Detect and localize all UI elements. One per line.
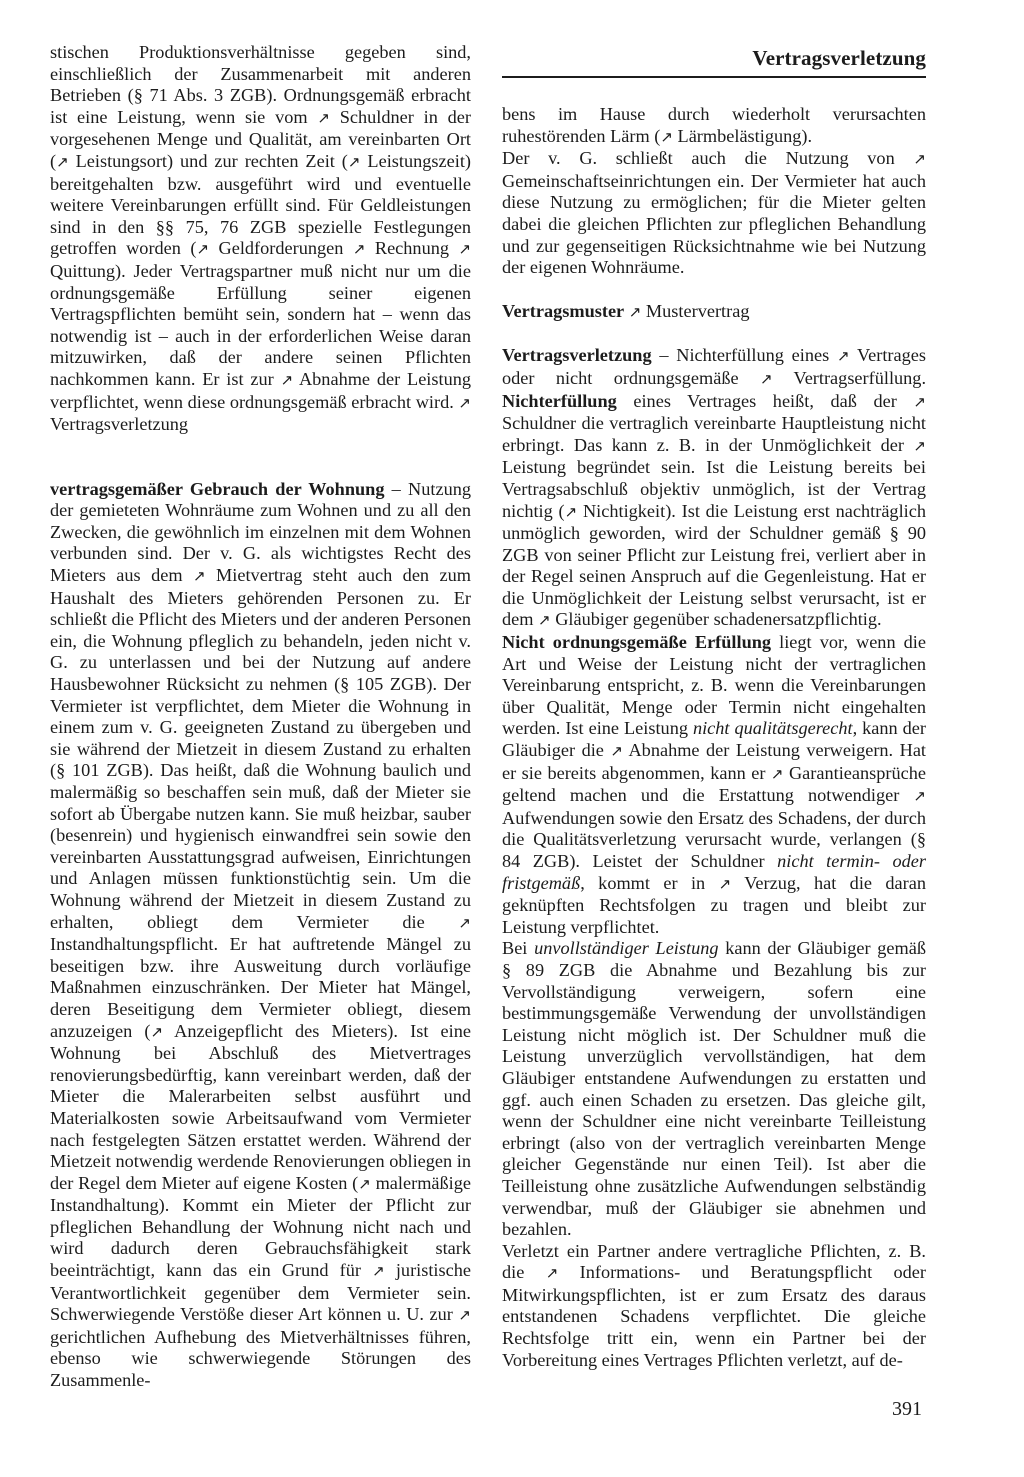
cross-reference-arrow-icon: ↗ [545, 1264, 559, 1283]
cross-reference-arrow-icon: ↗ [56, 152, 69, 171]
emphasis-text: unvollständiger Leistung [534, 938, 719, 959]
text-run: Mietvertrag steht auch den zum Haushalt des Mieters gehörenden Personen zu. Er schließt die Pflicht des Mieters und der anderen Personen ein, die Wohnung pfleglich zu behandeln, jeden nicht v. G. zu unterlassen und bei der Nutzung auf andere Hausbewohner Rücksicht zu nehmen (§ 105 ZGB). Der Vermieter ist verpflichtet, dem Mieter die Wohnung in einem zum v. G. geeigneten Zustand zu übergeben und sie während der Mietzeit in diesem Zustand zu erhalten (§ 101 ZGB). Das heißt, daß die Wohnung baulich und malermäßig so beschaffen sein muß, daß der Mieter sie sofort ab Übergabe nutzen kann. Sie muß heizbar, sauber (besenrein) und hygienisch einwandfrei sein sowie den vereinbarten Ausstattungsgrad aufweisen, Einrichtungen und Anlagen müssen funktionstüchtig sein. Um die Wohnung während der Mietzeit in diesem Zustand zu erhalten, obliegt dem Vermieter die [50, 565, 471, 932]
text-run: Vertragsverletzung [50, 414, 189, 435]
text-run: Verletzt ein Partner andere vertragliche Pflichten, z. B. die [502, 1240, 926, 1283]
text-run: Abnahme der Leistung verweigern. Hat er sie bereits abgenommen, kann er [502, 740, 927, 783]
entry-term: Nicht ordnungsgemäße Erfüllung [502, 632, 772, 653]
cross-reference-arrow-icon: ↗ [458, 240, 472, 259]
text-run: eines Vertrages heißt, daß der [616, 390, 914, 411]
text-run: gerichtlichen Aufhebung des Mietverhältnisses führen, ebenso wie schwerwiegende Störungen des Zusammenle- [50, 1326, 471, 1391]
text-run: Leistungsort) und zur rechten Zeit ( [68, 150, 348, 171]
cross-reference-arrow-icon: ↗ [347, 152, 361, 171]
header-rule [502, 76, 926, 78]
cross-reference-arrow-icon: ↗ [836, 347, 850, 366]
text-run: Rechnung [365, 238, 459, 259]
text-run: Vertrages oder nicht ordnungsgemäße [502, 345, 926, 388]
cross-reference-arrow-icon: ↗ [660, 127, 673, 146]
paragraph [502, 938, 926, 1240]
cross-reference-arrow-icon: ↗ [358, 1174, 371, 1193]
cross-reference-arrow-icon: ↗ [372, 1262, 385, 1281]
entry-vertragsverletzung [502, 345, 926, 632]
text-run: stischen Produktionsverhältnisse gegeben sind, einschließlich der Zusammenarbeit mit anderen Betrieben (§ 71 Abs. 3 ZGB). Ordnungsgemäß erbracht ist eine Leistung, wenn sie vom [50, 42, 471, 127]
emphasis-text: nicht qualitätsgerecht [692, 718, 853, 739]
text-run: malermäßige Instandhaltung). Kommt ein Mieter der Pflicht zur pfleglichen Behandlung der Wohnung nicht nach und wird dadurch deren Gebrauchsfähigkeit stark beeinträchtigt, kann das ein Grund für [50, 1172, 472, 1281]
cross-reference-arrow-icon: ↗ [628, 302, 642, 321]
text-run: Verzug, hat die daran geknüpften Rechtsfolgen zu tragen und bleibt zur Leistung verpflichtet. [502, 872, 926, 937]
cross-reference-arrow-icon: ↗ [317, 108, 330, 127]
cross-reference-arrow-icon: ↗ [759, 369, 773, 388]
paragraph [502, 148, 926, 279]
cross-reference-arrow-icon: ↗ [913, 150, 926, 169]
text-run: Lärmbelästigung). [672, 125, 813, 146]
text-run: Schuldner in der vorgesehenen Menge und Qualität, am vereinbarten Ort ( [50, 106, 471, 171]
text-run: Aufwendungen sowie den Ersatz des Schadens, der durch die Qualitätsverletzung verursacht wurde, verlangen (§ 84 ZGB). Leistet der Schuldner [502, 807, 926, 871]
cross-reference-arrow-icon: ↗ [538, 611, 551, 630]
text-run: Anzeigepflicht des Mieters). Ist eine Wohnung bei Abschluß des Mietvertrages renovierungsbedürftig, kann vereinbart werden, daß der Mieter die Malerarbeiten selbst ausführt und Materialkosten sowie Arbeitsaufwand vom Vermieter nach festgelegten Sätzen erstattet werden. Während der Mietzeit notwendig werdende Renovierungen obliegen in der Regel dem Mieter auf eigene Kosten ( [50, 1020, 471, 1193]
cross-reference-arrow-icon: ↗ [150, 1022, 164, 1041]
cross-reference-arrow-icon: ↗ [913, 787, 926, 806]
text-run: Leistungszeit) bereitgehalten bzw. ausgeführt wird und eventuelle weitere Vereinbarungen erfüllt sind. Für Geldleistungen sind in den §§ 75, 76 ZGB spezielle Festlegungen getroffen worden ( [50, 150, 471, 259]
page-number: 391 [892, 1398, 922, 1420]
left-column [50, 42, 471, 1392]
text-run: Quittung). Jeder Vertragspartner muß nicht nur um die ordnungsgemäße Erfüllung seiner eigenen Vertragspflichten bemüht sein, sondern hat – wenn das notwendig ist – auch in der erforderlichen Weise daran mitzuwirken, daß der andere seinen Pflichten nachkommen kann. Er ist zur [50, 260, 471, 389]
text-run: Schuldner die vertraglich vereinbarte Hauptleistung nicht erbringt. Das kann z. B. in der Unmöglichkeit der [502, 413, 926, 455]
paragraph [502, 632, 926, 938]
text-run: liegt vor, wenn die Art und Weise der Leistung nicht der vertraglichen Vereinbarung entspricht, z. B. wenn die Vereinbarungen über Qualität, Menge oder Termin nicht eingehalten werden. Ist eine Leistung [502, 632, 926, 739]
text-run: – Nutzung der gemieteten Wohnräume zum Wohnen und zu all den Zwecken, die gewöhnlich im einzelnen mit dem Wohnen verbunden sind. Der v. G. als wichtigstes Recht des Mieters aus dem [50, 478, 471, 586]
paragraph-gap [50, 436, 471, 479]
text-run: Nichtigkeit). Ist die Leistung erst nachträglich unmöglich geworden, wird der Schuldner gemäß § 90 ZGB von seiner Pflicht zur Leistung frei, verliert aber in der Regel seinen Anspruch auf die Gegenleistung. Hat er die Unmöglichkeit der Leistung selbst verursacht, ist er dem [502, 500, 926, 630]
emphasis-text: nicht termin- oder fristgemäß [502, 851, 926, 893]
running-header-title: Vertragsverletzung [752, 46, 926, 70]
cross-reference-arrow-icon: ↗ [458, 393, 471, 412]
entry-vertragsmuster [502, 301, 926, 324]
cross-reference-arrow-icon: ↗ [352, 240, 366, 259]
right-column [502, 104, 926, 1371]
text-run: – Nichterfüllung eines [651, 345, 837, 366]
text-run: Abnahme der Leistung verpflichtet, wenn diese ordnungsgemäß erbracht wird. [50, 368, 471, 412]
cross-reference-arrow-icon: ↗ [196, 240, 210, 259]
text-run: Bei [502, 938, 535, 959]
cross-reference-arrow-icon: ↗ [564, 502, 578, 521]
text-run: , kommt er in [580, 872, 719, 893]
text-run: kann der Gläubiger gemäß § 89 ZGB die Abnahme und Bezahlung bis zur Vervollständigung verweigern, sofern eine bestimmungsgemäße Verwendung der unvollständigen Leistung nicht möglich ist. Der Schuldner muß die Leistung unverzüglich vervollständigen, hat dem Gläubiger entstandene Aufwendungen zu erstatten und ggf. auch einen Schaden zu ersetzen. Das gleiche gilt, wenn der Schuldner eine nicht vereinbarte Teilleistung erbringt (also von der vertraglich vereinbarten Menge gleicher Gegenstände nur einen Teil). Ist aber die Teilleistung ohne zusätzliche Aufwendungen selbständig verwendbar, muß der Gläubiger sie abnehmen und bezahlen. [502, 938, 926, 1240]
cross-reference-arrow-icon: ↗ [193, 567, 206, 586]
text-run: Mustervertrag [641, 300, 750, 321]
cross-reference-arrow-icon: ↗ [458, 1306, 471, 1325]
text-run: Gemeinschaftseinrichtungen ein. Der Vermieter hat auch diese Nutzung zu ermöglichen; für die Mieter gelten dabei die gleichen Pflichten zur pfleglichen Behandlung und zur gegenseitigen Rücksichtnahme wie bei Nutzung der eigenen Wohnräume. [502, 170, 926, 278]
entry-term: vertragsgemäßer Gebrauch der Wohnung [50, 478, 385, 499]
text-run: juristische Verantwortlichkeit gegenüber dem Vermieter sein. Schwerwiegende Verstöße dieser Art können u. U. zur [50, 1260, 471, 1325]
text-run: , kann der Gläubiger die [502, 718, 926, 761]
text-run: Garantieansprüche geltend machen und die Erstattung notwendiger [502, 762, 926, 806]
text-run: Gläubiger gegenüber schadenersatzpflichtig. [550, 609, 882, 630]
text-run: Informations- und Beratungspflicht oder Mitwirkungspflichten, ist er zum Ersatz des daraus entstandenen Schadens verpflichtet. Die gleiche Rechtsfolge tritt ein, wenn ein Partner bei der Vorbereitung eines Vertrages Pflichten verletzt, auf de- [502, 1262, 926, 1370]
cross-reference-arrow-icon: ↗ [458, 913, 471, 932]
cross-reference-arrow-icon: ↗ [913, 436, 926, 455]
entry-term: Vertragsverletzung [502, 345, 652, 366]
paragraph [502, 104, 926, 148]
text-run: Der v. G. schließt auch die Nutzung von [502, 148, 914, 169]
entry-term: Nichterfüllung [502, 390, 617, 411]
cross-reference-arrow-icon: ↗ [718, 874, 732, 893]
cross-reference-arrow-icon: ↗ [913, 392, 926, 411]
text-run: Instandhaltungspflicht. Er hat auftretende Mängel zu beseitigen bzw. ihre Ausweitung durch vorläufige Maßnahmen einzuschränken. Der Mieter hat Mängel, deren Beseitigung dem Vermieter obliegt, diesem anzuzeigen ( [50, 934, 471, 1041]
text-run: bens im Hause durch wiederholt verursachten ruhestörenden Lärm ( [502, 104, 926, 146]
cross-reference-arrow-icon: ↗ [770, 764, 784, 783]
text-run: Leistung begründet sein. Ist die Leistung bereits bei Vertragsabschluß objektiv unmöglich, ist der Vertrag nichtig ( [502, 457, 926, 521]
cross-reference-arrow-icon: ↗ [280, 370, 294, 389]
paragraph [502, 1241, 926, 1372]
entry-vertragsgemaesser-gebrauch [50, 479, 471, 1392]
paragraph-gap [502, 279, 926, 301]
paragraph-gap [502, 323, 926, 345]
cross-reference-arrow-icon: ↗ [610, 742, 623, 761]
text-run: Vertragserfüllung. [772, 367, 927, 388]
paragraph [50, 42, 471, 436]
entry-term: Vertragsmuster [502, 300, 625, 321]
text-run: Geldforderungen [209, 238, 353, 259]
